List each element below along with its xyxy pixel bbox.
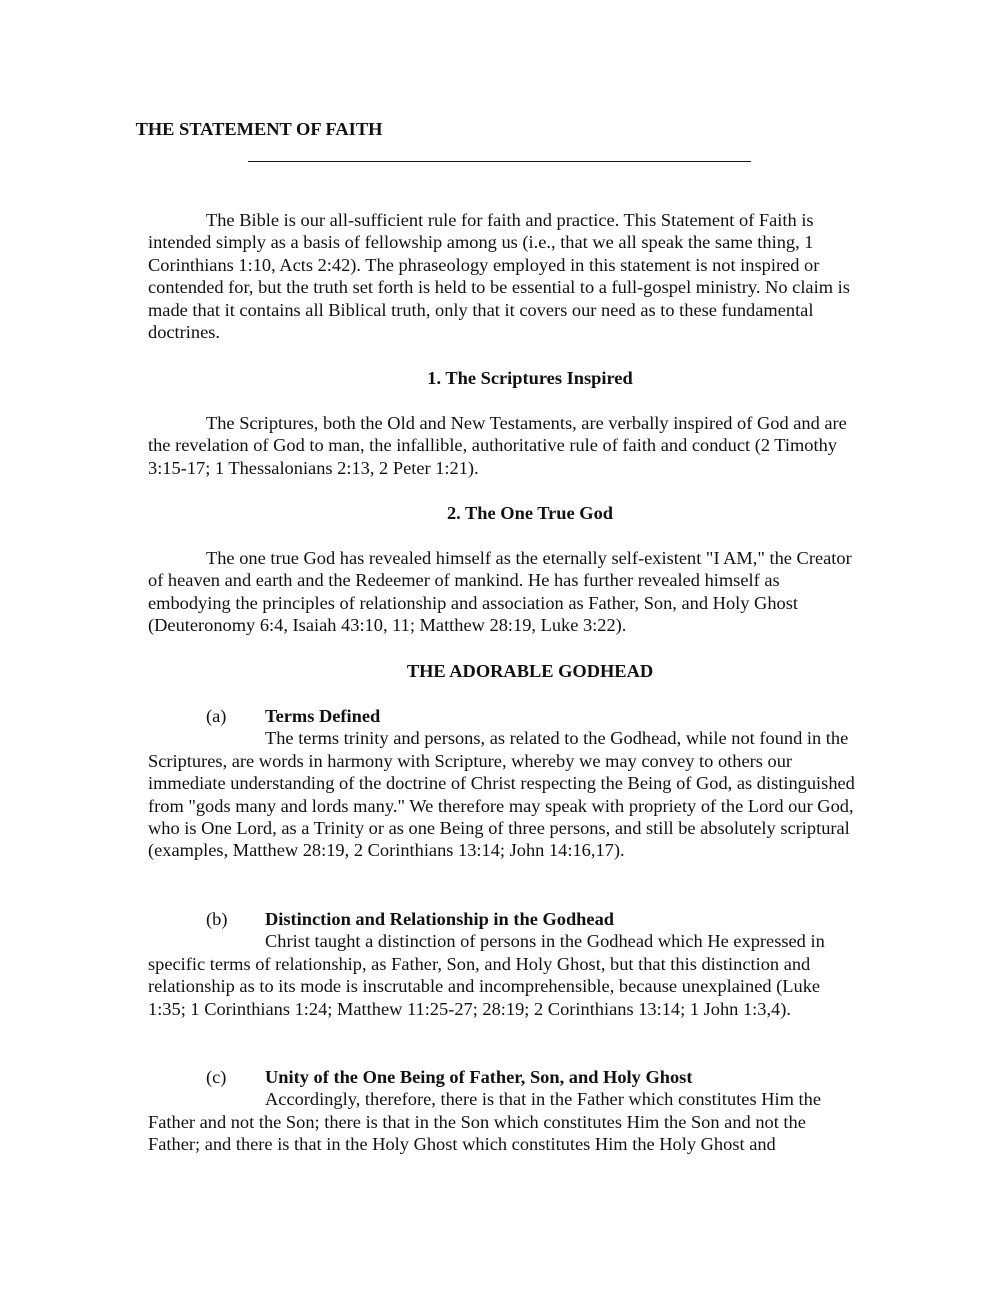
subsection-b-header [148, 908, 858, 930]
intro-paragraph: The Bible is our all-sufficient rule for faith and practice. This Statement of Faith is intended simply as a basis of fellowship among us (i.e., that we all speak the same thing, 1 Corinthians 1:10, Acts 2:42). The phraseology employed in this statement is not inspired or contended for, but the truth set forth is held to be essential to a full-gospel ministry. No claim is made that it contains all Biblical truth, only that it covers our need as to these fundamental doctrines. [148, 210, 850, 343]
page-title: THE STATEMENT OF FAITH [135, 119, 383, 139]
subsection-c-paragraph: Accordingly, therefore, there is that in the Father which constitutes Him the Father and not the Son; there is that in the Son which constitutes Him the Son and not the Father; and there is that in the Holy Ghost which constitutes Him the Holy Ghost and [148, 1089, 821, 1155]
subsection-a [148, 705, 858, 862]
subsection-c-letter: (c) [206, 1067, 227, 1087]
subsection-c-header [148, 1066, 858, 1088]
section-scriptures-block [148, 412, 858, 479]
godhead-heading: THE ADORABLE GODHEAD [406, 661, 654, 681]
subsection-a-letter: (a) [206, 706, 227, 726]
subsection-a-title: Terms Defined [265, 706, 381, 726]
intro-block [148, 209, 858, 343]
subsection-b-paragraph: Christ taught a distinction of persons in the Godhead which He expressed in specific terms of relationship, as Father, Son, and Holy Ghost, but that this distinction and relationship as to its mode is inscrutable and incomprehensible, because unexplained (Luke 1:35; 1 Corinthians 1:24; Matthew 11:25-27; 28:19; 2 Corinthians 13:14; 1 John 1:3,4). [148, 931, 825, 1019]
section-heading-true-god: 2. The One True God [446, 503, 614, 523]
subsection-a-paragraph: The terms trinity and persons, as related to the Godhead, while not found in the Scriptures, are words in harmony with Scripture, whereby we may convey to others our immediate understanding of the doctrine of Christ respecting the Being of God, as distinguished from "gods many and lords many." We therefore may speak with propriety of the Lord our God, who is One Lord, as a Trinity or as one Being of three persons, and still be absolutely scriptural (examples, Matthew 28:19, 2 Corinthians 13:14; John 14:16,17). [148, 728, 855, 861]
section-scriptures-paragraph: The Scriptures, both the Old and New Testaments, are verbally inspired of God and are the revelation of God to man, the infallible, authoritative rule of faith and conduct (2 Timothy 3:15-17; 1 Thessalonians 2:13, 2 Peter 1:21). [148, 413, 847, 478]
subsection-c [148, 1066, 858, 1156]
section-true-god-paragraph: The one true God has revealed himself as the eternally self-existent "I AM," the Creator of heaven and earth and the Redeemer of mankind. He has further revealed himself as embodying the principles of relationship and association as Father, Son, and Holy Ghost (Deuteronomy 6:4, Isaiah 43:10, 11; Matthew 28:19, Luke 3:22). [148, 548, 852, 636]
subsection-b-letter: (b) [206, 909, 228, 929]
section-heading-scriptures: 1. The Scriptures Inspired [427, 368, 633, 388]
subsection-a-header [148, 705, 858, 727]
subsection-b-title: Distinction and Relationship in the Godhead [265, 909, 614, 929]
section-true-god-block [148, 547, 858, 637]
title-underline [248, 161, 751, 162]
subsection-b [148, 908, 858, 1020]
subsection-c-title: Unity of the One Being of Father, Son, and Holy Ghost [265, 1067, 693, 1087]
